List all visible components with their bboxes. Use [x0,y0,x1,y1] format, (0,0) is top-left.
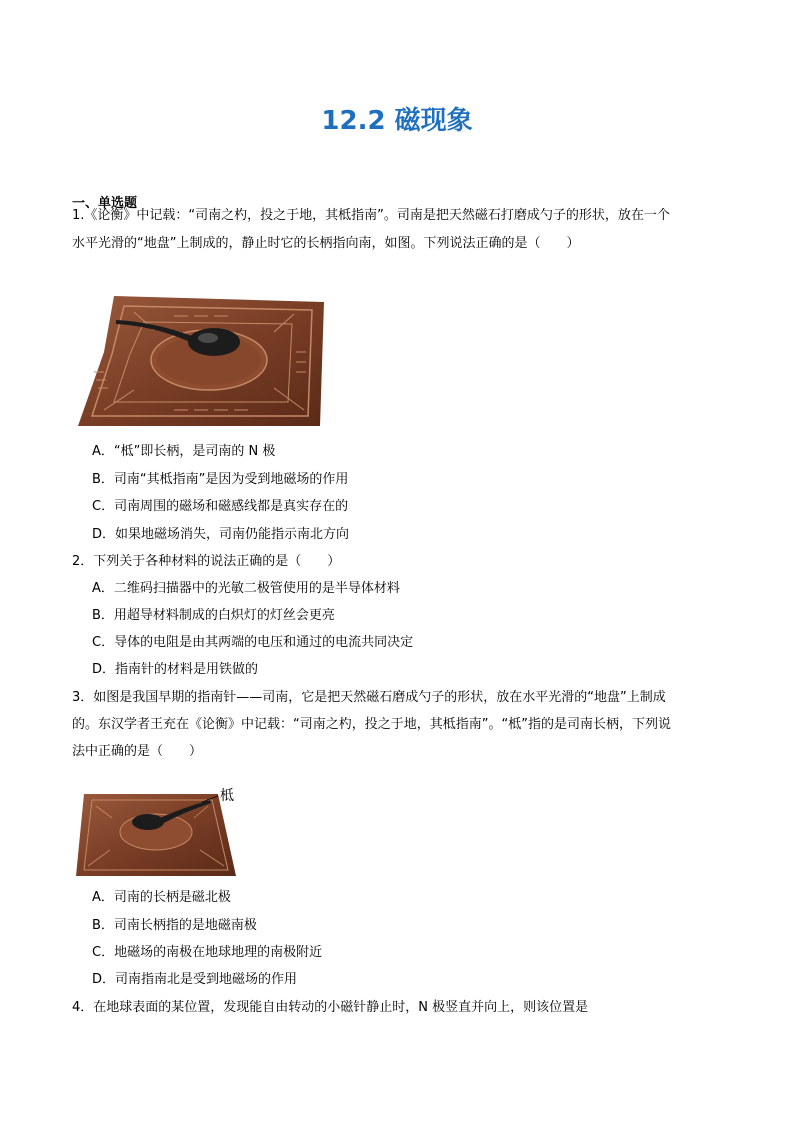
figure-label-di: 柢 [220,788,234,804]
question-3-line-2: 的。东汉学者王充在《论衡》中记载：“司南之杓，投之于地，其柢指南”。“柢”指的是司南长柄，下列说 [72,717,671,732]
question-3-option-b[interactable]: B．司南长柄指的是地磁南极 [92,918,257,933]
question-2-line-1: 2．下列关于各种材料的说法正确的是（ ） [72,554,341,569]
section-heading: 一、单选题 [72,196,138,211]
question-3-option-d[interactable]: D．司南指南北是受到地磁场的作用 [92,972,298,987]
question-2-option-b[interactable]: B．用超导材料制成的白炽灯的灯丝会更亮 [92,608,335,623]
question-2-option-c[interactable]: C．导体的电阻是由其两端的电压和通过的电流共同决定 [92,635,414,650]
sinan-compass-image-2 [72,782,242,880]
question-1-option-a[interactable]: A．“柢”即长柄，是司南的 N 极 [92,444,276,459]
question-4-line-1: 4．在地球表面的某位置，发现能自由转动的小磁针静止时，N 极竖直并向上，则该位置是 [72,1000,589,1015]
question-3-option-c[interactable]: C．地磁场的南极在地球地理的南极附近 [92,945,323,960]
sinan-compass-image-1 [74,292,330,432]
question-2-option-a[interactable]: A．二维码扫描器中的光敏二极管使用的是半导体材料 [92,581,400,596]
question-1-option-d[interactable]: D．如果地磁场消失，司南仍能指示南北方向 [92,527,350,542]
question-1-line-1: 1.《论衡》中记载：“司南之杓，投之于地，其柢指南”。司南是把天然磁石打磨成勺子的形状，放在一个 [72,208,670,223]
question-1-option-c[interactable]: C．司南周围的磁场和磁感线都是真实存在的 [92,499,349,514]
question-3-line-1: 3．如图是我国早期的指南针——司南，它是把天然磁石磨成勺子的形状，放在水平光滑的“地盘”上制成 [72,690,666,705]
question-3-line-3: 法中正确的是（ ） [72,744,203,759]
question-2-option-d[interactable]: D．指南针的材料是用铁做的 [92,662,259,677]
question-3-option-a[interactable]: A．司南的长柄是磁北极 [92,890,231,905]
question-1-option-b[interactable]: B．司南“其柢指南”是因为受到地磁场的作用 [92,472,349,487]
page-title: 12.2 磁现象 [321,106,473,136]
question-1-line-2: 水平光滑的“地盘”上制成的，静止时它的长柄指向南，如图。下列说法正确的是（ ） [72,236,580,251]
